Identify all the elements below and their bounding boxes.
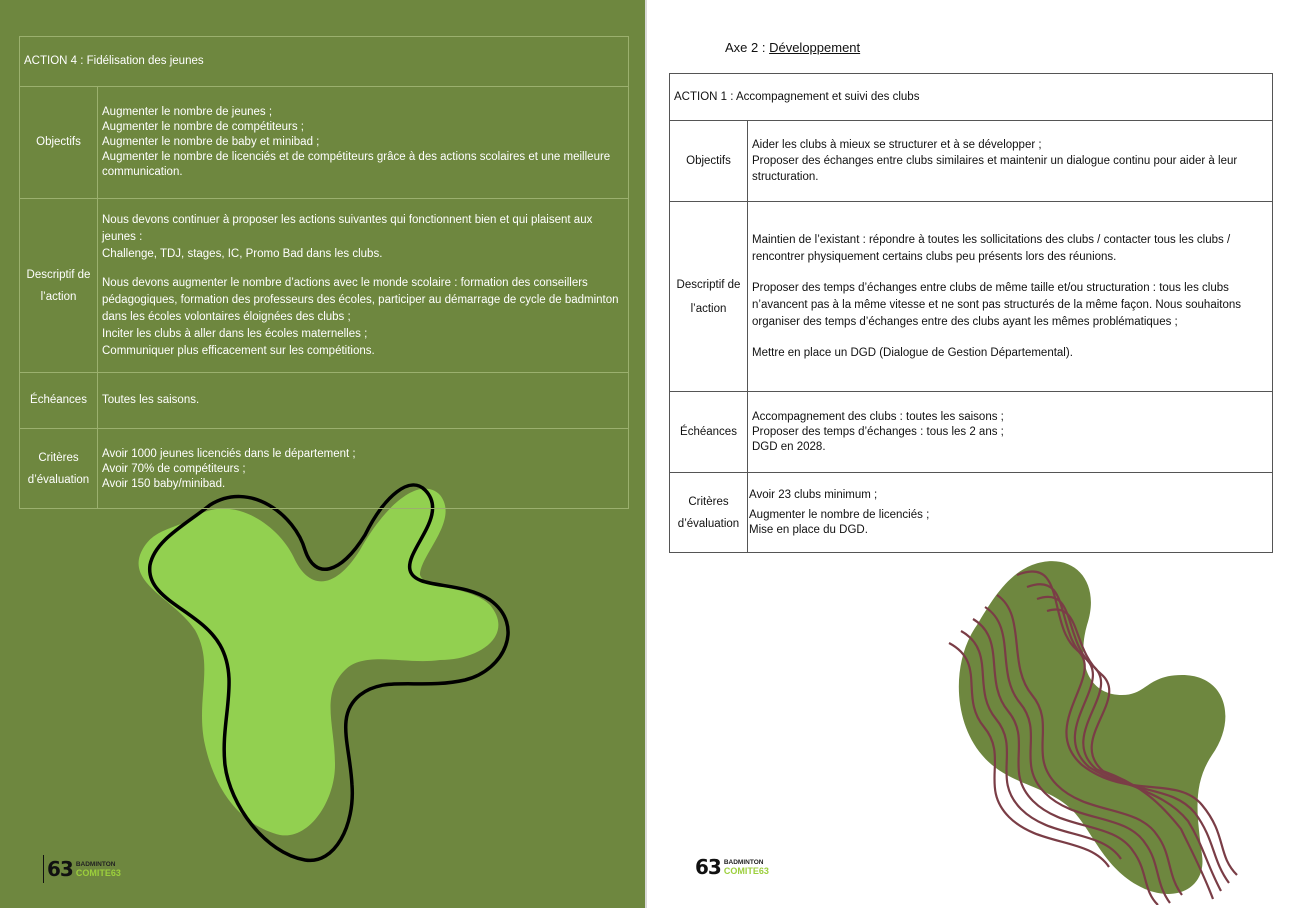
criteres-label: Critères d’évaluation [20,429,98,509]
decorative-blob-left [120,465,540,875]
objectif-item: Augmenter le nombre de baby et minibad ; [102,136,320,148]
echeance-item: Accompagnement des clubs : toutes les saisons ; [752,410,1004,423]
objectifs-label: Objectifs [670,121,748,202]
descriptif-paragraph: Maintien de l’existant : répondre à toutes les sollicitations des clubs / contacter tous les clubs / rencontrer physiquement certains clubs peu présents lors des réunions. [752,233,1231,263]
blob-fill [959,561,1226,894]
action-title: ACTION 4 : Fidélisation des jeunes [20,37,629,87]
criteres-label: Critères d’évaluation [670,473,748,553]
echeance-item: Proposer des temps d’échanges : tous les 2 ans ; [752,425,1004,438]
descriptif-paragraph: Inciter les clubs à aller dans les écoles maternelles ; [102,327,368,340]
criteres-cell [748,473,1273,553]
critere-item: Avoir 150 baby/minibad. [102,478,226,490]
echeance-item: DGD en 2028. [752,440,826,453]
descriptif-paragraph: Communiquer plus efficacement sur les compétitions. [102,344,375,357]
axe-name: Développement [769,40,861,55]
action-4-table [19,36,629,509]
echeances-cell: Toutes les saisons. [98,373,629,429]
logo-number: 63 [47,857,73,881]
criteres-cell [98,429,629,509]
descriptif-label: Descriptif de l’action [20,199,98,373]
descriptif-label: Descriptif de l’action [670,202,748,392]
logo-number: 63 [695,855,721,879]
objectif-item: Augmenter le nombre de licenciés et de compétiteurs grâce à des actions scolaires et une meilleure communication. [102,151,611,178]
action-title: ACTION 1 : Accompagnement et suivi des clubs [670,74,1273,121]
objectifs-label: Objectifs [20,87,98,199]
blob-fill [139,489,499,836]
objectifs-cell [98,87,629,199]
echeances-label: Échéances [20,373,98,429]
descriptif-cell [98,199,629,373]
descriptif-paragraph: Proposer des temps d’échanges entre clubs de même taille et/ou structuration : tous les clubs n’avancent pas à la même vitesse et ne sont pas structurés de la même façon. Nous souhaitons organiser des temps d’échanges entre des clubs ayant les mêmes problématiques ; [752,281,1242,328]
objectif-item: Augmenter le nombre de compétiteurs ; [102,121,304,133]
descriptif-paragraph: Mettre en place un DGD (Dialogue de Gestion Départemental). [752,346,1073,359]
decorative-blob-right [937,555,1267,905]
objectif-item: Augmenter le nombre de jeunes ; [102,106,273,118]
logo-line1: BADMINTON [723,859,764,866]
critere-item: Avoir 70% de compétiteurs ; [102,463,246,475]
logo-line2: COMITE63 [75,868,121,878]
critere-item: Avoir 23 clubs minimum ; [749,488,878,501]
comite-logo [695,855,769,879]
descriptif-paragraph: Nous devons augmenter le nombre d’actions avec le monde scolaire : formation des conseillers pédagogiques, formation des professeurs des écoles, participer au démarrage de cycle de badminton dans les écoles volontaires éloignées des clubs ; [102,276,619,323]
objectifs-cell [748,121,1273,202]
descriptif-cell [748,202,1273,392]
objectif-item: Aider les clubs à mieux se structurer et à se développer ; [752,139,1042,151]
comite-logo [43,855,121,883]
objectif-item: Proposer des échanges entre clubs similaires et maintenir un dialogue continu pour aider à leur structuration. [752,155,1238,183]
left-page [0,0,645,908]
echeances-label: Échéances [670,392,748,473]
right-page [647,0,1293,908]
action-1-table [669,73,1273,553]
axe-prefix: Axe 2 : [725,40,770,55]
axe-heading [725,40,860,55]
descriptif-paragraph: Challenge, TDJ, stages, IC, Promo Bad dans les clubs. [102,247,383,260]
echeances-cell [748,392,1273,473]
descriptif-paragraph: Nous devons continuer à proposer les actions suivantes qui fonctionnent bien et qui plaisent aux jeunes : [102,213,593,243]
logo-line2: COMITE63 [723,866,769,876]
critere-item: Mise en place du DGD. [749,523,868,536]
critere-item: Avoir 1000 jeunes licenciés dans le département ; [102,448,356,460]
logo-line1: BADMINTON [75,861,116,868]
critere-item: Augmenter le nombre de licenciés ; [749,508,930,521]
